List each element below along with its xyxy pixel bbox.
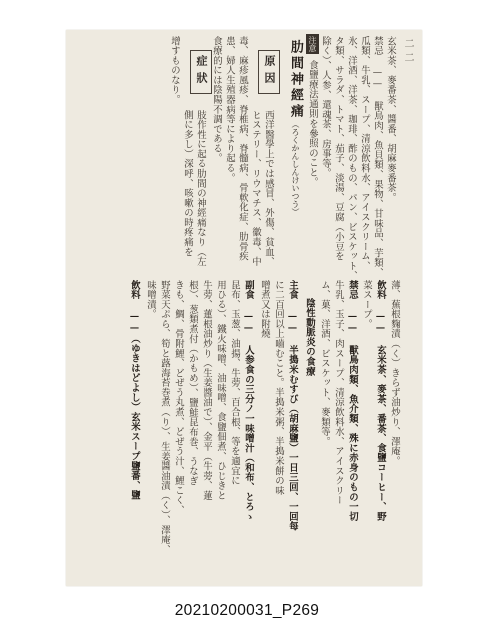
text-column: タ類、サラダ、トマト、茄子、淡湯、豆腐（小豆を bbox=[333, 36, 344, 262]
symptom-heading: 症狀 bbox=[190, 50, 212, 94]
text-column: 野菜天ぷら、筍と蕗海苔巻煮（り）、生姜醬油漬（く）、澤庵、 bbox=[159, 280, 170, 555]
text-column: 昆布、玉葱、油揚、牛蒡、百合根、等を適宜に bbox=[229, 280, 240, 486]
text-column: 菜スープ。 bbox=[361, 280, 372, 329]
text-column: 用ひる）、鐵火味噌、油味噌、食鹽佃煮、ひじきと bbox=[215, 280, 226, 501]
page-number: 二二 bbox=[402, 38, 413, 66]
text-column: 肢作性に起る肋間の神經痛なり（左 bbox=[195, 110, 206, 267]
text-column: に二百回以上嚙むこと。半搗米粥、半搗米餅の味 bbox=[273, 280, 284, 496]
text-column: 牛蒡、蓮根油炒り（生姜醬油で）、金平（牛蒡、蓮 bbox=[201, 280, 212, 501]
text-column: 主食 —— 半搗米むすび（胡麻鹽）一日三回、一回每 bbox=[287, 280, 298, 532]
section-title-text: 肋間神經痛 bbox=[288, 40, 303, 120]
text-column: 西洋醫學上では感冒、外傷、貧血、 bbox=[263, 110, 274, 267]
text-column: 副食 —— 人参食の三分ノ一味噌汁（和布、とろゝ bbox=[243, 280, 254, 522]
text-column: 飲料 ——（ゆきはどよし）玄米スープ鹽番、鹽 bbox=[129, 280, 140, 501]
text-column: 毒、麻疹風疹、脊椎病、脊髓病、骨軟化症、肋骨疾 bbox=[237, 36, 248, 262]
cause-heading: 原因 bbox=[258, 50, 280, 94]
text-column: 增すものなり。 bbox=[169, 36, 180, 105]
text-column: 氷、洋酒、洋茶、珈琲、酢のもの、パン、ビスケット、バ bbox=[346, 36, 357, 291]
text-column: 側に多し）深呼、咳嗽の時疼痛を bbox=[182, 110, 193, 257]
text-column: 味噌漬。 bbox=[145, 280, 156, 320]
text-column: きも、鯛、骨附鯉、どぜう丸煮、どぜう汁、鯉こく、 bbox=[173, 280, 184, 515]
text-column: 瓜類、牛乳、スープ、清涼飲料水、アイスクリーム、 bbox=[359, 36, 370, 271]
text-column: 噌煮又は附燒 bbox=[259, 280, 270, 339]
text-column: 薄、蕪根麴漬（く）きらず油炒り、澤庵。 bbox=[389, 280, 400, 467]
text-column: 牛乳、玉子、肉スープ、清涼飲料水、アイスクリー bbox=[333, 280, 344, 506]
image-caption: 20210200031_P269 bbox=[174, 602, 320, 619]
text-column: 患、婦人生殖器病等により起る。 bbox=[224, 36, 235, 183]
text-column: ヒステリー、リウマチス、徽毒、中 bbox=[250, 110, 261, 267]
text-column: 根）、葱類煮付（かもめ）、鹽鮭昆布巻、うなぎ bbox=[187, 280, 198, 486]
left-text-block bbox=[66, 30, 422, 586]
text-column: 飲料 —— 玄米茶、麥茶、番茶、食鹽コーヒー、野 bbox=[375, 280, 386, 522]
section-subheading: 陰性動脈炎の食療 bbox=[304, 298, 315, 377]
text-column: 除く）、人参、還魂茶、房事等。 bbox=[320, 36, 331, 179]
text-column: 禁忌 —— 獸鳥肉、魚貝類、果物、甘味品、芋類、 bbox=[372, 36, 383, 278]
text-column: 食療的には陰陽不調である。 bbox=[211, 36, 222, 164]
text-column: ム、菓、洋酒、ビスケット、麥類等。 bbox=[319, 280, 330, 447]
section-title-ruby: （ろくかんしんけいつう） bbox=[291, 120, 300, 216]
text-column: 禁忌 —— 獸鳥肉類、魚介類、殊に赤身のもの一切 bbox=[347, 280, 358, 522]
text-column: 玄米茶、麥番茶、醬番、胡麻麥番茶。 bbox=[385, 36, 396, 203]
document-page bbox=[66, 30, 422, 586]
note-tag: 注意 bbox=[308, 36, 317, 52]
text-column: 食鹽療法通則を參照のこと。 bbox=[307, 60, 318, 188]
